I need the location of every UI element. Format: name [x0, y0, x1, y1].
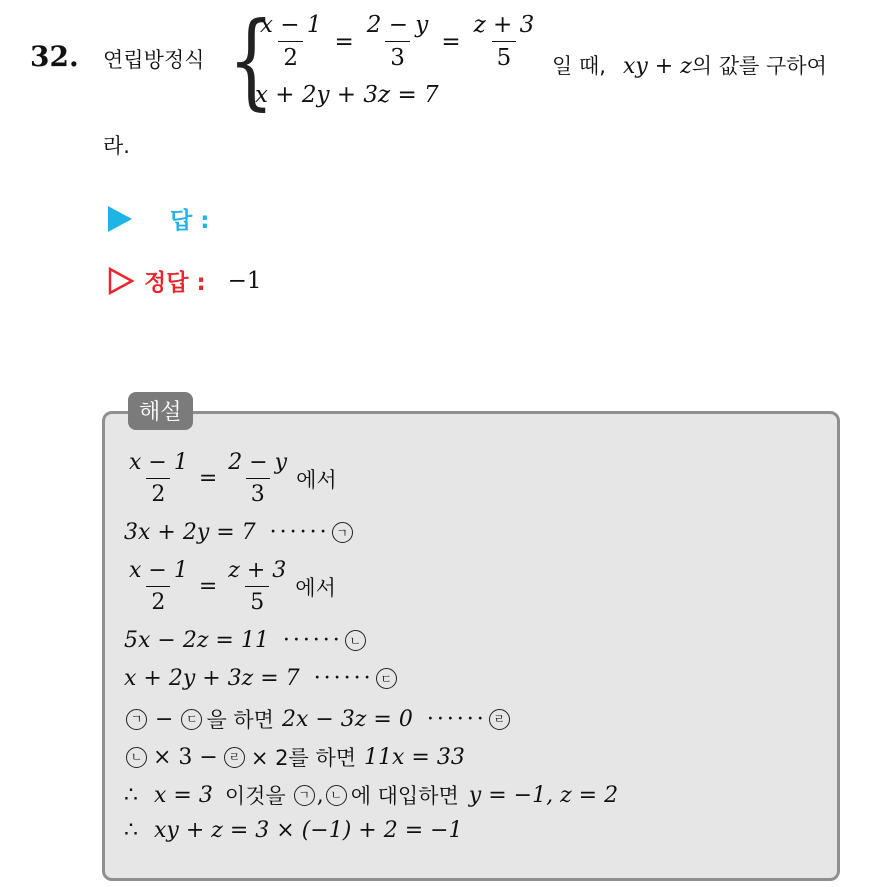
numerator: z + 3: [228, 558, 287, 583]
suffix-text: 에서: [295, 575, 336, 600]
solution-line-8: [124, 780, 618, 810]
fraction-1: [255, 12, 327, 72]
fraction: [124, 450, 193, 508]
solution-line-2: [124, 520, 355, 545]
step-text: × 2를 하면: [250, 746, 357, 770]
therefore-symbol: ∴: [124, 818, 138, 843]
solution-line-3: [124, 558, 336, 616]
circled-label: ㄹ: [224, 747, 245, 768]
answer-label: 답 :: [170, 208, 210, 234]
solution-line-4: [124, 628, 368, 653]
circled-label: ㄴ: [345, 630, 366, 651]
operator: −: [155, 706, 174, 732]
step-text: 이것을: [224, 784, 286, 808]
solution-line-7: [124, 742, 465, 772]
operator-text: × 3 −: [153, 744, 218, 770]
result: y = −1, z = 2: [468, 782, 619, 808]
fraction: [223, 558, 291, 616]
play-icon: [108, 206, 132, 232]
equation: x = 3: [154, 782, 213, 808]
solution-line-1: [124, 450, 337, 508]
tail-before: 일 때,: [552, 54, 606, 78]
correct-answer-row: [108, 264, 262, 297]
question-prefix: 연립방정식: [103, 48, 205, 72]
circled-label: ㄹ: [489, 709, 510, 730]
question-tail-end: 라.: [103, 134, 130, 158]
fraction: [223, 450, 292, 508]
fraction-2-numerator: 2 − y: [366, 12, 429, 38]
therefore-symbol: ∴: [124, 782, 138, 808]
fraction: [124, 558, 193, 616]
correct-answer-label: 정답 :: [144, 270, 206, 296]
step-text: 에 대입하면: [350, 784, 459, 808]
system-equation-line2: x + 2y + 3z = 7: [255, 82, 439, 108]
denominator: 2: [146, 478, 170, 507]
dots: ······: [269, 520, 330, 545]
solution-line-5: [124, 666, 399, 691]
comma: ,: [316, 782, 324, 808]
numerator: x − 1: [129, 558, 188, 583]
fraction-3-numerator: z + 3: [473, 12, 535, 38]
equation: 11x = 33: [364, 744, 465, 770]
fraction-3: [469, 12, 540, 72]
question-number: 32.: [30, 40, 79, 73]
suffix-text: 에서: [296, 467, 337, 492]
correct-answer-value: −1: [227, 267, 262, 294]
solution-line-6: [124, 704, 512, 734]
circled-label: ㄷ: [181, 709, 202, 730]
equation: x + 2y + 3z = 7: [124, 666, 300, 691]
outline-triangle-icon: [108, 267, 134, 295]
system-equation-line1: [255, 12, 539, 72]
circled-label: ㄷ: [376, 668, 397, 689]
question-tail: [552, 50, 827, 80]
circled-label: ㄱ: [294, 785, 315, 806]
dots: ······: [282, 628, 343, 653]
solution-tag: 해설: [128, 392, 193, 430]
denominator: 3: [246, 478, 270, 507]
fraction-1-numerator: x − 1: [260, 12, 322, 38]
circled-label: ㄱ: [332, 522, 353, 543]
equation: 2x − 3z = 0: [281, 706, 413, 732]
numerator: x − 1: [129, 450, 188, 475]
fraction-2-denominator: 3: [385, 41, 410, 71]
circled-label: ㄴ: [326, 785, 347, 806]
fraction-3-denominator: 5: [492, 41, 517, 71]
denominator: 5: [245, 586, 269, 615]
equals-sign: =: [198, 466, 218, 492]
fraction-1-denominator: 2: [278, 41, 303, 71]
dots: ······: [313, 666, 374, 691]
equation: xy + z = 3 × (−1) + 2 = −1: [154, 818, 463, 843]
system-brace: {: [228, 0, 275, 121]
circled-label: ㄴ: [126, 747, 147, 768]
circled-label: ㄱ: [126, 709, 147, 730]
solution-line-9: [124, 818, 463, 843]
answer-row: [108, 202, 209, 235]
tail-expression: xy + z: [622, 54, 692, 79]
equals-sign: =: [334, 28, 354, 55]
step-text: 을 하면: [206, 708, 274, 732]
equals-sign: =: [198, 574, 218, 600]
equation: 3x + 2y = 7: [124, 520, 256, 545]
equals-sign: =: [441, 28, 461, 55]
dots: ······: [426, 706, 487, 732]
tail-after: 의 값를 구하여: [691, 54, 827, 78]
denominator: 2: [146, 586, 170, 615]
fraction-2: [362, 12, 434, 72]
numerator: 2 − y: [228, 450, 288, 475]
equation: 5x − 2z = 11: [124, 628, 269, 653]
